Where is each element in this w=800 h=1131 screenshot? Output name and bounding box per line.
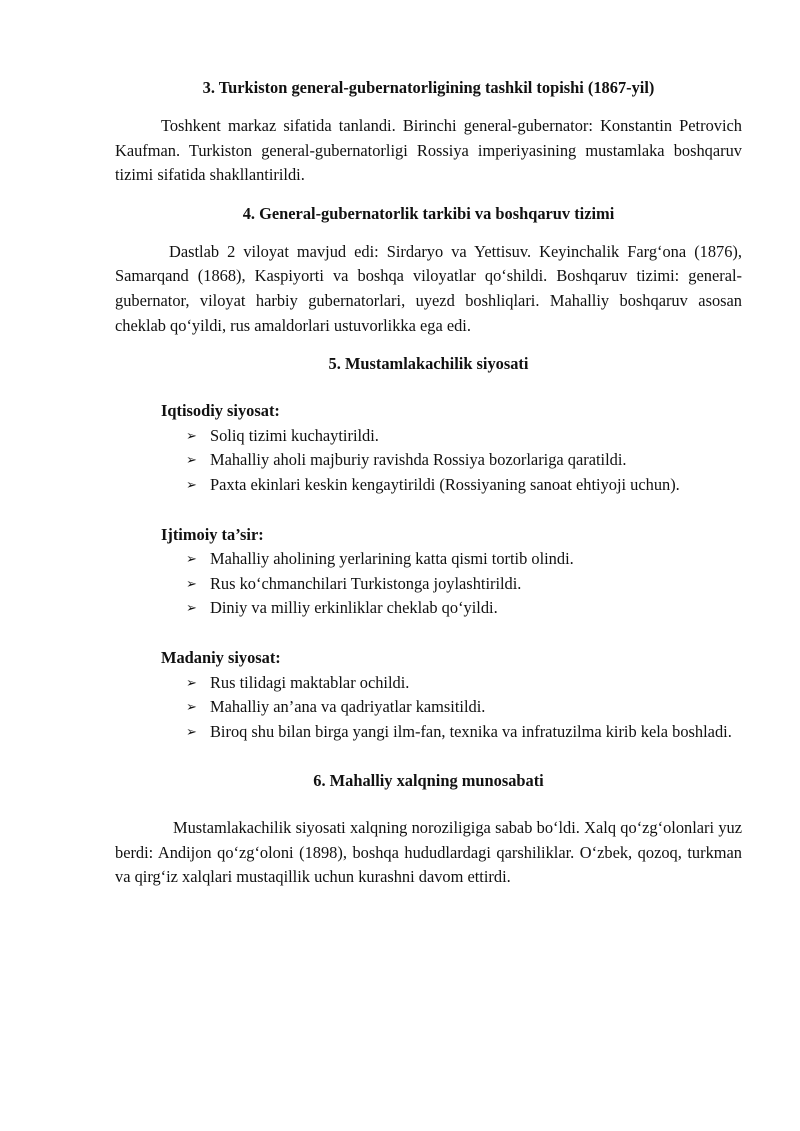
list-item-text: Rus tilidagi maktablar ochildi. (210, 672, 410, 692)
list-item (186, 572, 742, 597)
arrow-bullet-icon: ➢ (186, 674, 197, 690)
section-3-paragraph: Toshkent markaz sifatida tanlandi. Birinchi general-gubernator: Konstantin Petrovich Kaufman. Turkiston general-gubernatorligi Rossiya imperiyasining mustamlaka boshqaruv tizimi sifatida shakllantirildi. (115, 116, 742, 185)
cultural-policy-list (115, 671, 742, 745)
section-5-title: 5. Mustamlakachilik siyosati (328, 354, 529, 374)
arrow-bullet-icon: ➢ (186, 452, 197, 468)
spacer (115, 793, 742, 816)
arrow-bullet-icon: ➢ (186, 699, 197, 715)
social-impact-heading: Ijtimoiy ta’sir: (161, 524, 264, 544)
spacer (115, 498, 742, 523)
economic-policy-heading: Iqtisodiy siyosat: (161, 401, 280, 421)
arrow-bullet-icon: ➢ (186, 575, 197, 591)
arrow-bullet-icon: ➢ (186, 551, 197, 567)
list-item (186, 547, 742, 572)
list-item (186, 695, 742, 720)
list-item-text: Mahalliy an’ana va qadriyatlar kamsitildi. (210, 697, 486, 717)
list-item (186, 671, 742, 696)
spacer (115, 188, 742, 202)
arrow-bullet-icon: ➢ (186, 723, 197, 739)
spacer (115, 100, 742, 114)
section-6-paragraph: Mustamlakachilik siyosati xalqning noroziligiga sabab bo‘ldi. Xalq qo‘zg‘olonlari yuz berdi: Andijon qo‘zg‘oloni (1898), boshqa hududlardagi qarshiliklar. O‘zbek, qozoq, turkman va qirg‘iz xalqlari mustaqillik uchun kurashni davom ettirdi. (115, 818, 742, 887)
list-item-text: Biroq shu bilan birga yangi ilm-fan, texnika va infratuzilma kirib kela boshladi. (210, 721, 732, 741)
list-item (186, 424, 742, 449)
list-item-text: Rus ko‘chmanchilari Turkistonga joylashtirildi. (210, 573, 522, 593)
list-item-text: Soliq tizimi kuchaytirildi. (210, 425, 379, 445)
spacer (115, 744, 742, 769)
section-3-title: 3. Turkiston general-gubernatorligining tashkil topishi (1867-yil) (202, 78, 655, 97)
list-item (186, 596, 742, 621)
list-item-text: Mahalliy aholi majburiy ravishda Rossiya bozorlariga qaratildi. (210, 450, 627, 470)
list-item (186, 448, 742, 473)
section-6-title: 6. Mahalliy xalqning munosabati (313, 771, 544, 791)
section-4-paragraph: Dastlab 2 viloyat mavjud edi: Sirdaryo va Yettisuv. Keyinchalik Farg‘ona (1876), Samarqand (1868), Kaspiyorti va boshqa viloyatlar qo‘shildi. Boshqaruv tizimi: general-gubernator, viloyat harbiy gubernatorlari, uyezd boshliqlari. Mahalliy boshqaruv asosan cheklab qo‘yildi, rus amaldorlari ustuvorlikka ega edi. (115, 241, 742, 335)
arrow-bullet-icon: ➢ (186, 427, 197, 443)
spacer (115, 621, 742, 646)
arrow-bullet-icon: ➢ (186, 600, 197, 616)
list-item (186, 720, 742, 745)
spacer (115, 338, 742, 352)
list-item-text: Diniy va milliy erkinliklar cheklab qo‘yildi. (210, 598, 498, 618)
list-item-text: Mahalliy aholining yerlarining katta qismi tortib olindi. (210, 549, 574, 569)
arrow-bullet-icon: ➢ (186, 476, 197, 492)
spacer (115, 376, 742, 399)
cultural-policy-heading: Madaniy siyosat: (161, 647, 281, 667)
social-impact-list (115, 547, 742, 621)
list-item-text: Paxta ekinlari keskin kengaytirildi (Rossiyaning sanoat ehtiyoji uchun). (210, 474, 680, 494)
section-4-title: 4. General-gubernatorlik tarkibi va boshqaruv tizimi (242, 203, 615, 223)
economic-policy-list (115, 424, 742, 498)
spacer (115, 226, 742, 240)
list-item (186, 473, 742, 498)
